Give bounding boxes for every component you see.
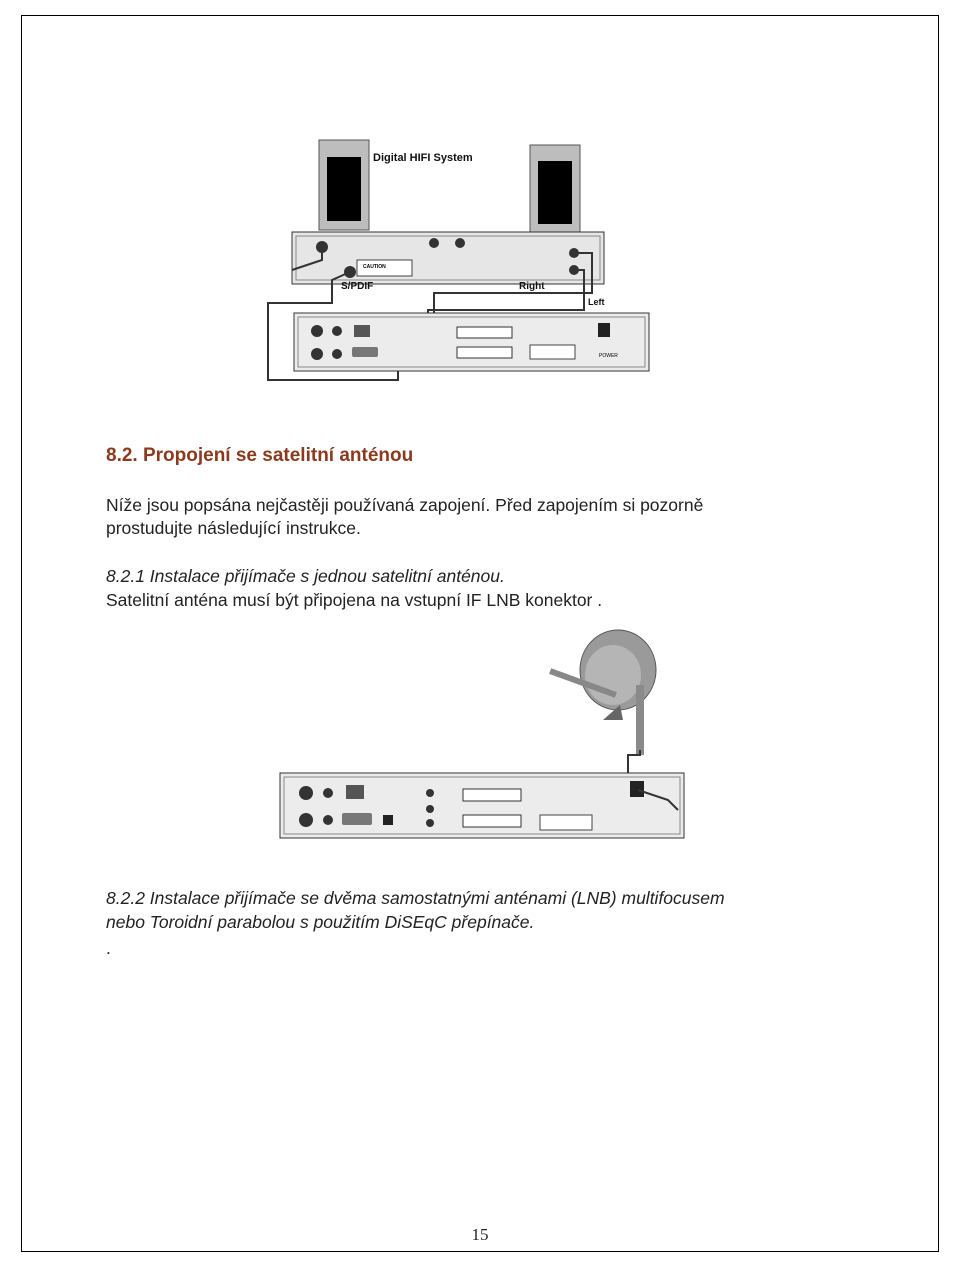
intro-text-line-1: Níže jsou popsána nejčastěji používaná zapojení. Před zapojením si pozorně xyxy=(106,495,704,515)
section-heading: 8.2. Propojení se satelitní anténou xyxy=(106,445,414,466)
left-speaker xyxy=(319,140,369,230)
speaker-system-label: Digital HIFI System xyxy=(373,152,473,164)
hifi-connection-figure xyxy=(262,135,657,390)
receiver-panel-bottom xyxy=(280,773,684,838)
subsection-2-line-1: 8.2.2 Instalace přijímače se dvěma samostatnými anténami (LNB) multifocusem xyxy=(106,888,725,908)
trailing-dot: . xyxy=(106,938,111,958)
satellite-dish-icon xyxy=(549,630,656,755)
right-speaker xyxy=(530,145,580,233)
left-channel-label: Left xyxy=(588,297,605,307)
intro-text-line-2: prostudujte následující instrukce. xyxy=(106,518,361,538)
satellite-connection-figure xyxy=(278,625,688,845)
spdif-label: S/PDIF xyxy=(341,281,374,292)
subsection-2-line-2: nebo Toroidní parabolou s použitím DiSEqC přepínače. xyxy=(106,912,535,932)
receiver-panel-top xyxy=(294,313,649,371)
subsection-1-title: 8.2.1 Instalace přijímače s jednou satelitní anténou. xyxy=(106,566,505,586)
page-number: 15 xyxy=(471,1225,489,1244)
power-label: POWER xyxy=(599,353,618,359)
caution-label: CAUTION xyxy=(363,264,386,270)
right-channel-label: Right xyxy=(519,281,545,292)
subsection-1-text: Satelitní anténa musí být připojena na vstupní IF LNB konektor . xyxy=(106,590,603,610)
